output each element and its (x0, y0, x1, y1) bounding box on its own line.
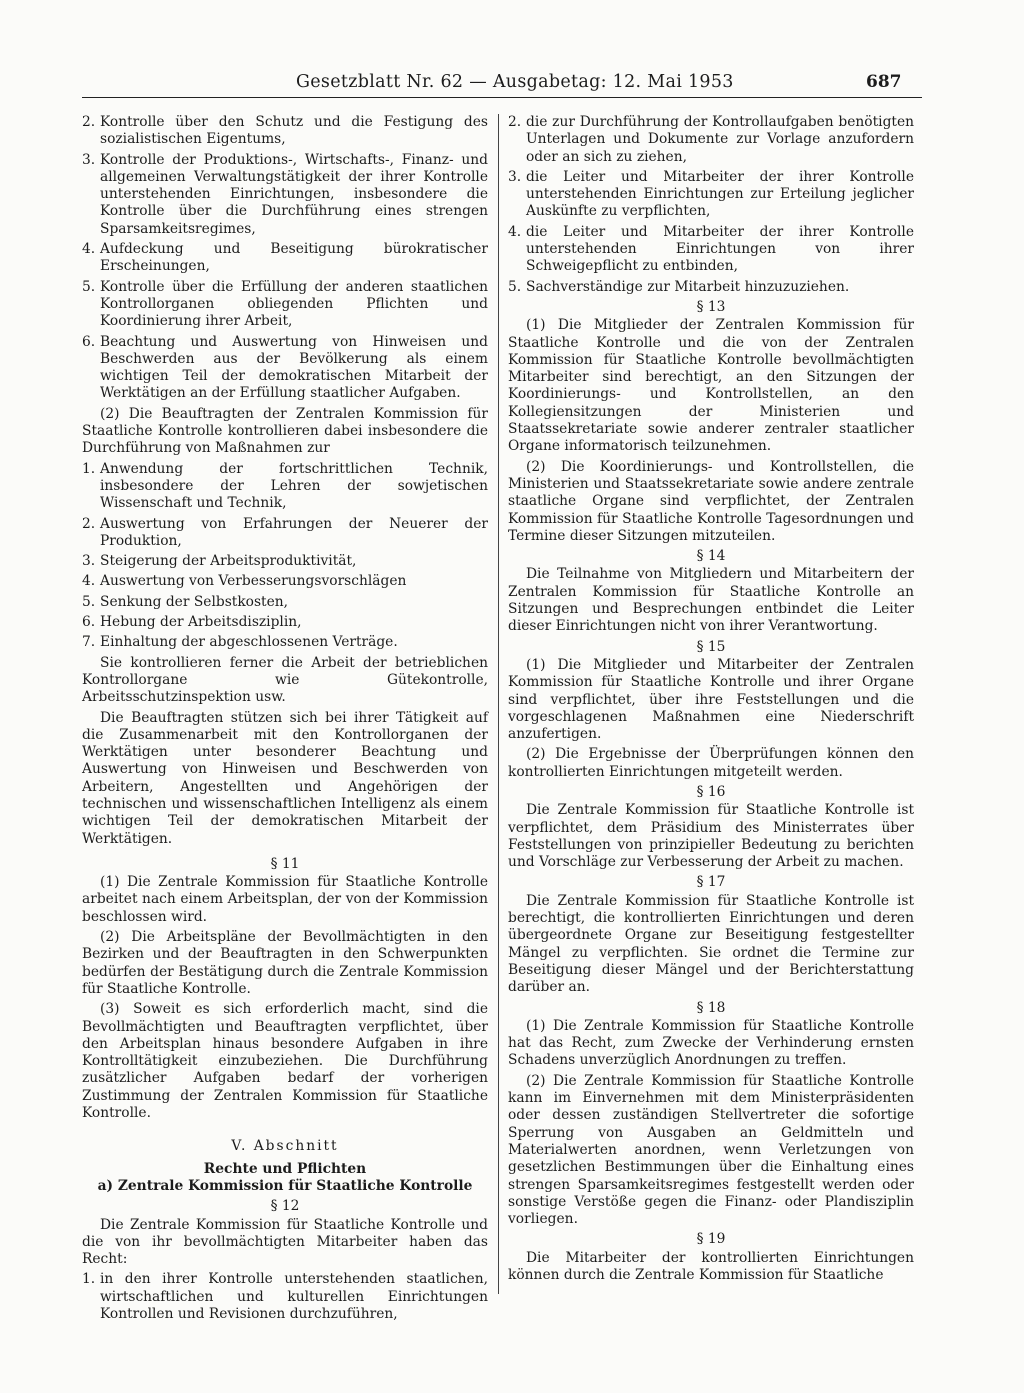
item-number: 6. (82, 333, 96, 350)
list-item (82, 516, 488, 551)
paragraph-beauftragten: Die Beauftragten stützen sich bei ihrer Tätigkeit auf die Zusammenarbeit mit den Kontrollorganen der Werktätigen unter besonderer Beachtung und Auswertung von Hinweisen und Beschwerden von Arbeitern, Angestellten und Angehörigen der technischen und wissenschaftlichen Intelligenz als einem wichtigen Teil der demokratischen Mitarbeit der Werktätigen. (82, 709, 488, 847)
list-item (82, 1271, 488, 1323)
section-heading-19: § 19 (696, 1231, 726, 1248)
list-item (82, 634, 488, 651)
right-column (508, 114, 914, 1287)
list-item (508, 114, 914, 166)
abschnitt-heading: V. Abschnitt (231, 1138, 339, 1155)
s11-paragraph-2: (2) Die Arbeitspläne der Bevollmächtigten in den Bezirken und der Beauftragten in den Schwerpunkten bedürfen der Bestätigung durch die Zentrale Kommission für Staatliche Kontrolle. (82, 929, 488, 997)
section-heading-16: § 16 (696, 783, 726, 800)
list-item (82, 241, 488, 276)
item-text: Steigerung der Arbeitsproduktivität, (100, 553, 357, 570)
paragraph-sie: Sie kontrollieren ferner die Arbeit der betrieblichen Kontrollorgane wie Gütekontrolle, Arbeitsschutzinspektion usw. (82, 654, 488, 706)
item-number: 6. (82, 614, 96, 631)
item-number: 2. (82, 114, 96, 130)
s11-paragraph-3: (3) Soweit es sich erforderlich macht, sind die Bevollmächtigten und Beauftragten verpflichtet, über den Arbeitsplan hinaus besondere Aufgaben in ihre Kontrolltätigkeit einzubeziehen. Die Durchführung zusätzlicher Aufgaben bedarf der vorherigen Zustimmung der Zentralen Kommission für Staatliche Kontrolle. (82, 1001, 488, 1122)
item-number: 4. (82, 573, 96, 590)
column-divider (498, 114, 499, 1294)
item-number: 2. (508, 114, 522, 130)
section-heading-12: § 12 (270, 1198, 300, 1215)
list-item (82, 553, 488, 570)
paragraph-2: (2) Die Beauftragten der Zentralen Kommission für Staatliche Kontrolle kontrollieren dabei insbesondere die Durchführung von Maßnahmen zur (82, 405, 488, 457)
s14-paragraph-1: Die Teilnahme von Mitgliedern und Mitarbeitern der Zentralen Kommission für Staatliche Kontrolle an Sitzungen und Besprechungen entbindet die Leiter dieser Einrichtungen nicht von ihrer Verantwortung. (508, 566, 914, 635)
item-text: Aufdeckung und Beseitigung bürokratischer Erscheinungen, (100, 241, 488, 275)
item-number: 5. (82, 593, 96, 610)
item-number: 1. (82, 1271, 96, 1288)
list-item (508, 224, 914, 276)
s11-paragraph-1: (1) Die Zentrale Kommission für Staatliche Kontrolle arbeitet nach einem Arbeitsplan, der von der Kommission beschlossen wird. (82, 874, 488, 925)
item-text: Einhaltung der abgeschlossenen Verträge. (100, 634, 398, 651)
item-text: Auswertung von Verbesserungsvorschlägen (100, 573, 407, 590)
left-column (82, 114, 488, 1326)
item-number: 7. (82, 634, 96, 651)
item-text: Kontrolle über den Schutz und die Festigung des sozialistischen Eigentums, (100, 114, 488, 148)
section-heading-11: § 11 (270, 855, 300, 872)
item-number: 4. (508, 223, 522, 240)
s15-paragraph-2: (2) Die Ergebnisse der Überprüfungen können den kontrollierten Einrichtungen mitgeteilt werden. (508, 746, 914, 780)
section-heading-15: § 15 (696, 638, 726, 655)
list-item (82, 114, 488, 149)
item-text: Kontrolle über die Erfüllung der anderen staatlichen Kontrollorganen obliegenden Pflichten und Koordinierung ihrer Arbeit, (100, 278, 488, 330)
subsection-a-heading: a) Zentrale Kommission für Staatliche Kontrolle (97, 1177, 473, 1194)
list-item (82, 614, 488, 631)
item-number: 1. (82, 460, 96, 477)
section-heading-13: § 13 (696, 298, 726, 315)
section-heading-17: § 17 (696, 874, 726, 891)
item-text: Hebung der Arbeitsdisziplin, (100, 614, 302, 631)
item-text: die Leiter und Mitarbeiter der ihrer Kontrolle unterstehenden Einrichtungen zur Erteilung jeglicher Auskünfte zu verpflichten, (526, 168, 914, 220)
s17-paragraph-1: Die Zentrale Kommission für Staatliche Kontrolle ist berechtigt, die kontrollierten Einrichtungen und deren übergeordnete Organe zur Beseitigung festgestellter Mängel zu verpflichten. Sie ordnet die Termine zur Beseitigung dieser Mängel und der Berichterstattung darüber an. (508, 892, 914, 996)
list-item (82, 334, 488, 403)
list-item (508, 169, 914, 221)
item-number: 5. (508, 278, 522, 295)
item-number: 3. (82, 553, 96, 570)
item-text: Beachtung und Auswertung von Hinweisen und Beschwerden aus der Bevölkerung als einem wichtigen Teil der demokratischen Mitarbeit der Werktätigen an der Erfüllung staatlicher Aufgaben. (100, 333, 488, 402)
s16-paragraph-1: Die Zentrale Kommission für Staatliche Kontrolle ist verpflichtet, dem Präsidium des Ministerrates über Feststellungen von prinzipieller Bedeutung zu berichten und Vorschläge zur Verbesserung der Arbeit zu machen. (508, 802, 914, 871)
item-number: 3. (82, 151, 96, 168)
item-text: Senkung der Selbstkosten, (100, 593, 289, 610)
item-number: 3. (508, 168, 522, 185)
s12-intro: Die Zentrale Kommission für Staatliche Kontrolle und die von ihr bevollmächtigten Mitarbeiter haben das Recht: (82, 1216, 488, 1268)
item-number: 2. (82, 515, 96, 532)
item-text: die Leiter und Mitarbeiter der ihrer Kontrolle unterstehenden Einrichtungen von ihrer Schweigepflicht zu entbinden, (526, 223, 914, 275)
section-heading-14: § 14 (696, 548, 726, 565)
item-text: in den ihrer Kontrolle unterstehenden staatlichen, wirtschaftlichen und kulturellen Einrichtungen Kontrollen und Revisionen durchzuführen, (100, 1271, 488, 1322)
s15-paragraph-1: (1) Die Mitglieder und Mitarbeiter der Zentralen Kommission für Staatliche Kontrolle und ihrer Organe sind verpflichtet, über ihre Feststellungen und die vorgeschlagenen Maßnahmen eine Niederschrift anzufertigen. (508, 656, 914, 743)
item-text: die zur Durchführung der Kontrollaufgaben benötigten Unterlagen und Dokumente zur Vorlage anzufordern oder an sich zu ziehen, (526, 114, 914, 165)
list-item (508, 279, 914, 296)
header-rule (82, 97, 922, 98)
item-text: Auswertung von Erfahrungen der Neuerer der Produktion, (100, 515, 488, 549)
list-item (82, 152, 488, 238)
list-item (82, 594, 488, 611)
item-text: Sachverständige zur Mitarbeit hinzuzuziehen. (526, 278, 850, 295)
s19-paragraph-1: Die Mitarbeiter der kontrollierten Einrichtungen können durch die Zentrale Kommission für Staatliche (508, 1249, 914, 1283)
page-header-title: Gesetzblatt Nr. 62 — Ausgabetag: 12. Mai 1953 (296, 72, 734, 92)
list-item (82, 461, 488, 513)
s13-paragraph-1: (1) Die Mitglieder der Zentralen Kommission für Staatliche Kontrolle und die von der Zentralen Kommission für Staatliche Kontrolle bevollmächtigten Mitarbeiter sind berechtigt, an den Sitzungen der Koordinierungs- und Kontrollstellen, an den Kollegiensitzungen der Ministerien und Staatssekretariate sowie anderer zentraler staatlicher Organe informatorisch teilzunehmen. (508, 317, 914, 455)
item-number: 5. (82, 278, 96, 295)
section-heading-18: § 18 (696, 999, 726, 1016)
item-text: Anwendung der fortschrittlichen Technik, insbesondere der Lehren der sowjetischen Wissenschaft und Technik, (100, 460, 488, 512)
page-number: 687 (866, 72, 902, 92)
item-number: 4. (82, 241, 96, 258)
rechte-heading: Rechte und Pflichten (203, 1160, 367, 1177)
item-text: Kontrolle der Produktions-, Wirtschafts-, Finanz- und allgemeinen Verwaltungstätigkeit der ihrer Kontrolle unterstehenden Einrichtungen, insbesondere die Kontrolle über die Durchführung eines strengen Sparsamkeitsregimes, (100, 151, 488, 237)
s18-paragraph-2: (2) Die Zentrale Kommission für Staatliche Kontrolle kann im Einvernehmen mit dem Ministerpräsidenten oder dessen zuständigen Stellvertreter die sofortige Sperrung von Ausgaben an Geldmitteln und Materialwerten anordnen, wenn Verletzungen von gesetzlichen Bestimmungen über die Einhaltung eines strengen Sparsamkeitsregimes festgestellt werden oder sonstige Verstöße gegen die Finanz- oder Plandisziplin vorliegen. (508, 1072, 914, 1228)
list-item (82, 279, 488, 331)
list-item (82, 573, 488, 590)
s13-paragraph-2: (2) Die Koordinierungs- und Kontrollstellen, die Ministerien und Staatssekretariate sowie andere zentrale staatliche Organe sind verpflichtet, der Zentralen Kommission für Staatliche Kontrolle Tagesordnungen und Termine dieser Sitzungen mitzuteilen. (508, 458, 914, 544)
s18-paragraph-1: (1) Die Zentrale Kommission für Staatliche Kontrolle hat das Recht, zum Zwecke der Verhinderung ernsten Schadens unverzüglich Anordnungen zu treffen. (508, 1017, 914, 1069)
